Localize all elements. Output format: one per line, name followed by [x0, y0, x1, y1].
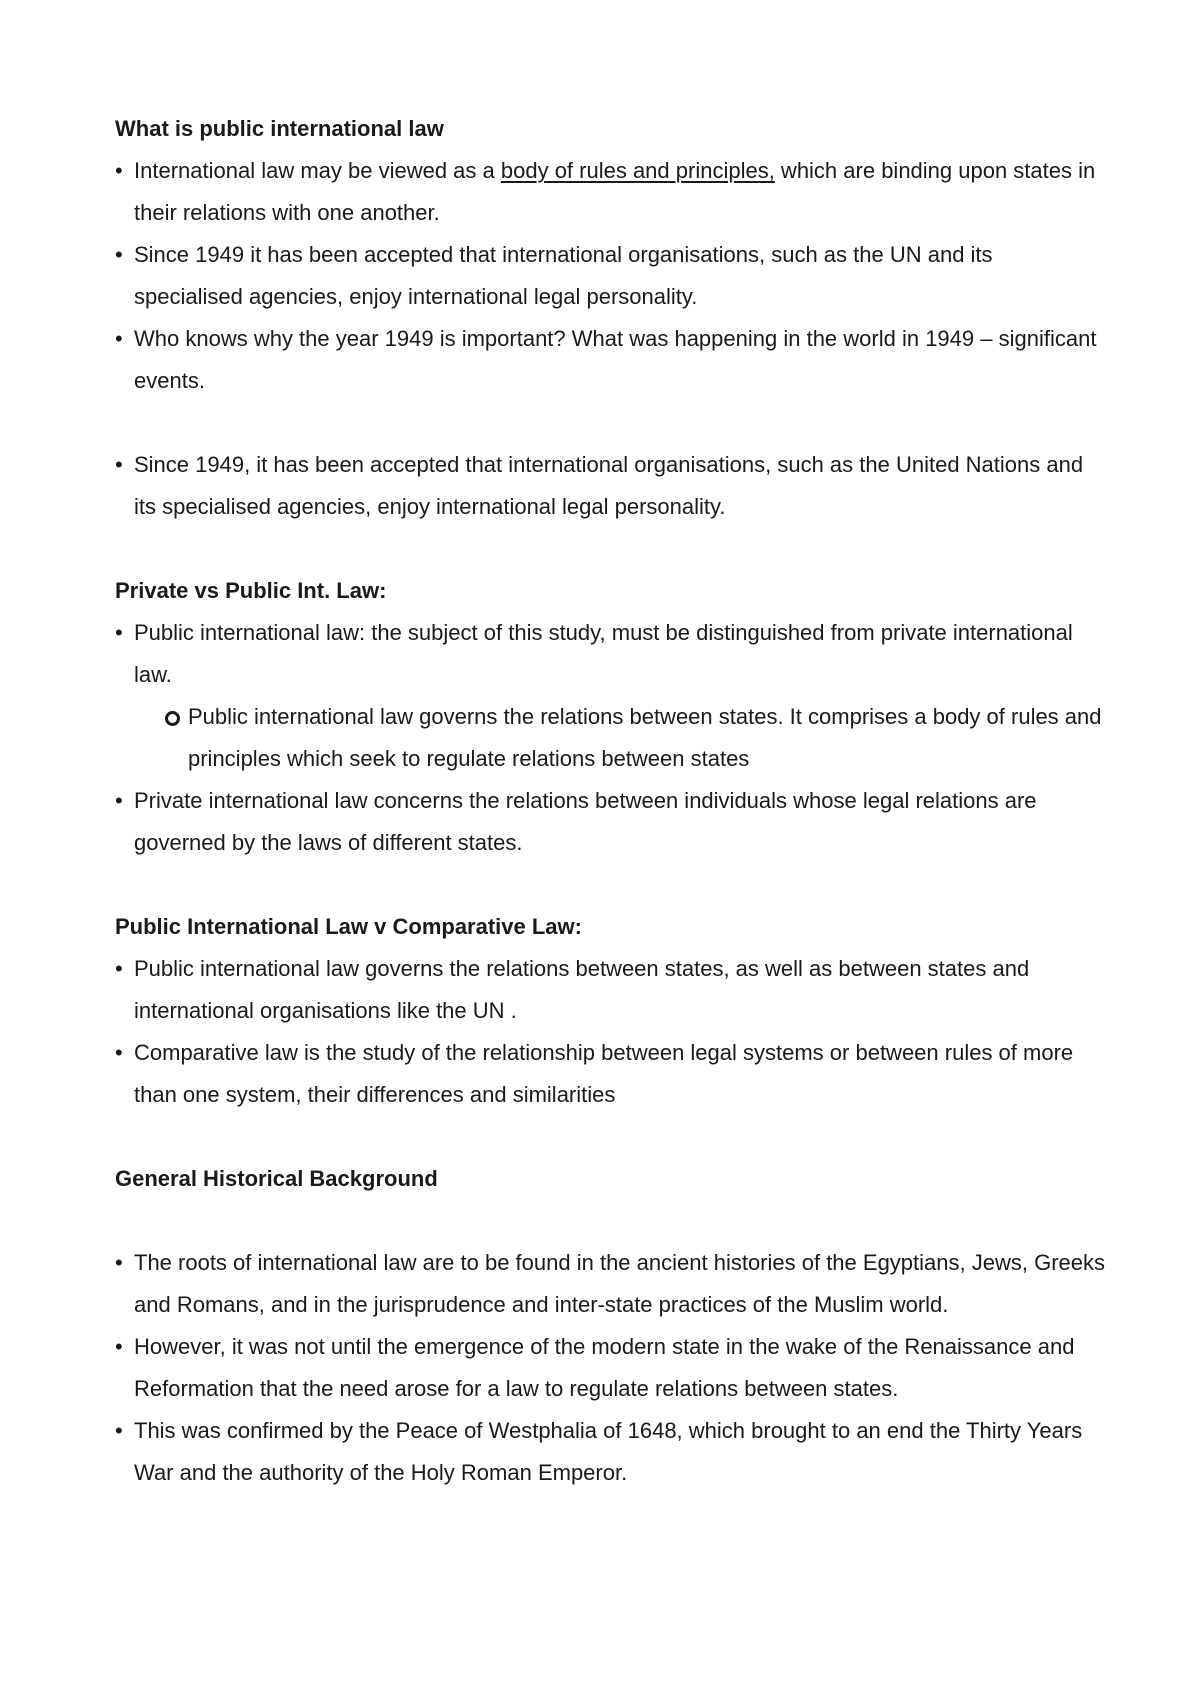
- bullet-text: Since 1949, it has been accepted that international organisations, such as the United Nations and its specialised agencies, enjoy international legal personality.: [134, 452, 1084, 519]
- bullet-text: which are binding upon states in their relations with one another.: [134, 158, 1096, 225]
- bullet-text: Public international law: the subject of this study, must be distinguished from private international law.: [134, 620, 1073, 687]
- bullet-text: However, it was not until the emergence of the modern state in the wake of the Renaissance and Reformation that the need arose for a law to regulate relations between states.: [134, 1334, 1075, 1401]
- bullet-marker: •: [115, 620, 123, 645]
- bullet-item: [115, 948, 1105, 1032]
- underlined-text: body of rules and principles,: [500, 158, 775, 183]
- bullet-marker: •: [115, 1250, 123, 1275]
- document-body: [115, 108, 1105, 1494]
- bullet-item: [115, 780, 1105, 864]
- bullet-text: The roots of international law are to be found in the ancient histories of the Egyptians, Jews, Greeks and Romans, and in the jurisprudence and inter-state practices of the Muslim world.: [134, 1250, 1105, 1317]
- circle-bullet-icon: [165, 711, 180, 726]
- sub-bullet-item: [115, 696, 1105, 780]
- bullet-marker: •: [115, 158, 123, 183]
- section-heading-historical-background: General Historical Background: [115, 1166, 438, 1191]
- bullet-marker: •: [115, 452, 123, 477]
- bullet-text: Who knows why the year 1949 is important? What was happening in the world in 1949 – significant events.: [134, 326, 1097, 393]
- bullet-marker: •: [115, 956, 123, 981]
- sub-bullet-text: Public international law governs the relations between states. It comprises a body of rules and principles which seek to regulate relations between states: [188, 704, 1102, 771]
- bullet-text: Comparative law is the study of the relationship between legal systems or between rules of more than one system, their differences and similarities: [134, 1040, 1074, 1107]
- bullet-item: [115, 234, 1105, 318]
- bullet-item: [115, 1242, 1105, 1326]
- bullet-item: [115, 150, 1105, 234]
- spacer: [115, 1116, 1105, 1158]
- bullet-text: Since 1949 it has been accepted that international organisations, such as the UN and its specialised agencies, enjoy international legal personality.: [134, 242, 993, 309]
- bullet-item: [115, 612, 1105, 696]
- section-heading-private-vs-public: Private vs Public Int. Law:: [115, 578, 387, 603]
- bullet-text: Public international law governs the relations between states, as well as between states and international organisations like the UN .: [134, 956, 1030, 1023]
- bullet-item: [115, 318, 1105, 402]
- spacer: [115, 528, 1105, 570]
- bullet-marker: •: [115, 788, 123, 813]
- bullet-item: [115, 1032, 1105, 1116]
- bullet-text: This was confirmed by the Peace of Westphalia of 1648, which brought to an end the Thirty Years War and the authority of the Holy Roman Emperor.: [134, 1418, 1083, 1485]
- bullet-item: [115, 1410, 1105, 1494]
- bullet-marker: •: [115, 326, 123, 351]
- bullet-marker: •: [115, 1418, 123, 1443]
- bullet-marker: •: [115, 1334, 123, 1359]
- spacer: [115, 864, 1105, 906]
- section-heading-comparative-law: Public International Law v Comparative Law:: [115, 914, 582, 939]
- bullet-item: [115, 1326, 1105, 1410]
- section-heading-public-international-law: What is public international law: [115, 116, 444, 141]
- bullet-text: International law may be viewed as a: [134, 158, 501, 183]
- spacer: [115, 402, 1105, 444]
- bullet-text: Private international law concerns the relations between individuals whose legal relations are governed by the laws of different states.: [134, 788, 1037, 855]
- spacer: [115, 1200, 1105, 1242]
- bullet-item: [115, 444, 1105, 528]
- bullet-marker: •: [115, 1040, 123, 1065]
- bullet-marker: •: [115, 242, 123, 267]
